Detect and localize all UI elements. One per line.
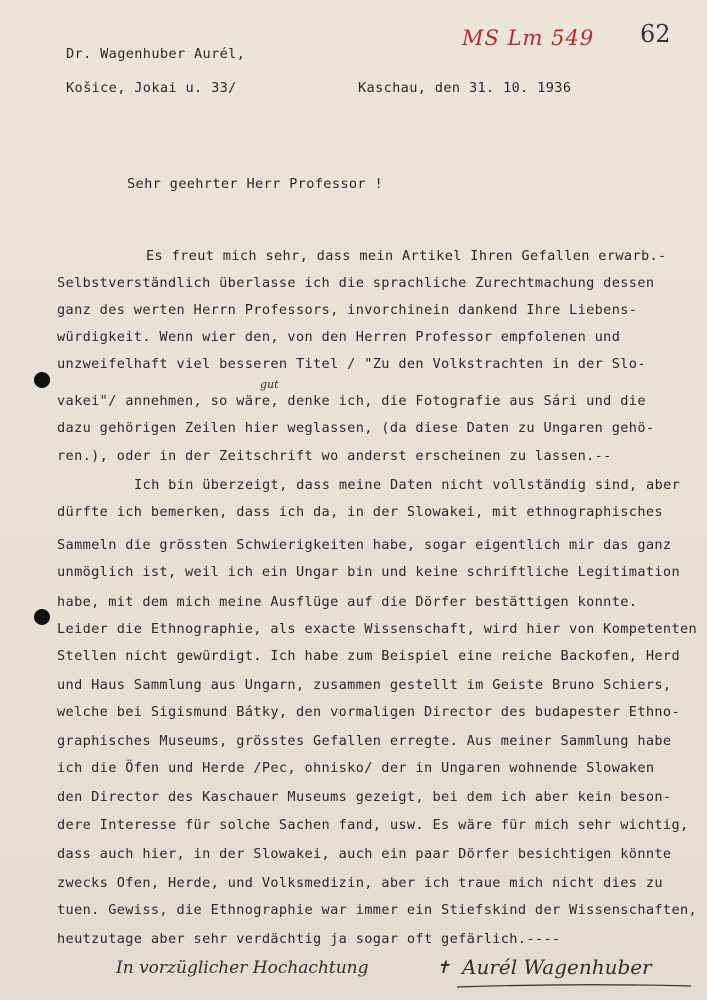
salutation: Sehr geehrter Herr Professor !	[127, 176, 384, 192]
body-line: welche bei Sigismund Bátky, den vormaligen Director des budapester Ethno-	[57, 704, 680, 720]
body-line: Leider die Ethnographie, als exacte Wissenschaft, wird hier von Kompetenten	[57, 621, 698, 637]
body-line: vakei"/ annehmen, so wäre, denke ich, die Fotografie aus Sári und die	[57, 393, 646, 409]
body-line: unzweifelhaft viel besseren Titel / "Zu den Volkstrachten in der Slo-	[57, 356, 646, 372]
body-line: graphisches Museums, grösstes Gefallen erregte. Aus meiner Sammlung habe	[57, 733, 672, 749]
body-line: dass auch hier, in der Slowakei, auch ein paar Dörfer besichtigen könnte	[57, 846, 672, 862]
place-date: Kaschau, den 31. 10. 1936	[358, 80, 572, 96]
body-line: habe, mit dem mich meine Ausflüge auf die Dörfer bestättigen konnte.	[57, 594, 638, 610]
body-line: ganz des werten Herrn Professors, invorchinein dankend Ihre Liebens-	[57, 302, 638, 318]
body-line: würdigkeit. Wenn wier den, von den Herren Professor empfolenen und	[57, 329, 621, 345]
body-line: dere Interesse für solche Sachen fand, usw. Es wäre für mich sehr wichtig,	[57, 817, 689, 833]
body-line: den Director des Kaschauer Museums gezeigt, bei dem ich aber kein beson-	[57, 789, 672, 805]
handwritten-insertion: gut	[260, 378, 279, 391]
sender-name: Dr. Wagenhuber Aurél,	[66, 46, 246, 62]
body-line: Es freut mich sehr, dass mein Artikel Ihren Gefallen erwarb.-	[146, 248, 667, 264]
body-line: Sammeln die grössten Schwierigkeiten habe, sogar eigentlich mir das ganz	[57, 537, 672, 553]
page-number: 62	[640, 20, 671, 48]
signature-mark: ✝	[436, 958, 451, 978]
body-line: zwecks Ofen, Herde, und Volksmedizin, aber ich traue mich nicht dies zu	[57, 875, 663, 891]
body-line: dürfte ich bemerken, dass ich da, in der Slowakei, mit ethnographisches	[57, 504, 663, 520]
body-line: heutzutage aber sehr verdächtig ja sogar oft gefärlich.----	[57, 931, 561, 947]
body-line: Ich bin überzeigt, dass meine Daten nicht vollständig sind, aber	[134, 477, 681, 493]
punch-hole	[34, 372, 50, 388]
archive-mark: MS Lm 549	[462, 26, 595, 50]
body-line: Selbstverständlich überlasse ich die sprachliche Zurechtmachung dessen	[57, 275, 655, 291]
body-line: Stellen nicht gewürdigt. Ich habe zum Beispiel eine reiche Backofen, Herd	[57, 648, 680, 664]
closing: In vorzüglicher Hochachtung	[116, 958, 369, 978]
sender-address: Košice, Jokai u. 33/	[66, 80, 237, 96]
punch-hole	[34, 609, 50, 625]
body-line: und Haus Sammlung aus Ungarn, zusammen gestellt im Geiste Bruno Schiers,	[57, 677, 672, 693]
signature: Aurél Wagenhuber	[462, 955, 652, 979]
signature-underline	[455, 982, 695, 990]
body-line: ren.), oder in der Zeitschrift wo anderst erscheinen zu lassen.--	[57, 448, 612, 464]
body-line: ich die Öfen und Herde /Pec, ohnisko/ der in Ungaren wohnende Slowaken	[57, 760, 655, 776]
body-line: tuen. Gewiss, die Ethnographie war immer ein Stiefskind der Wissenschaften,	[57, 902, 698, 918]
body-line: unmöglich ist, weil ich ein Ungar bin und keine schriftliche Legitimation	[57, 564, 680, 580]
body-line: dazu gehörigen Zeilen hier weglassen, (da diese Daten zu Ungaren gehö-	[57, 420, 655, 436]
